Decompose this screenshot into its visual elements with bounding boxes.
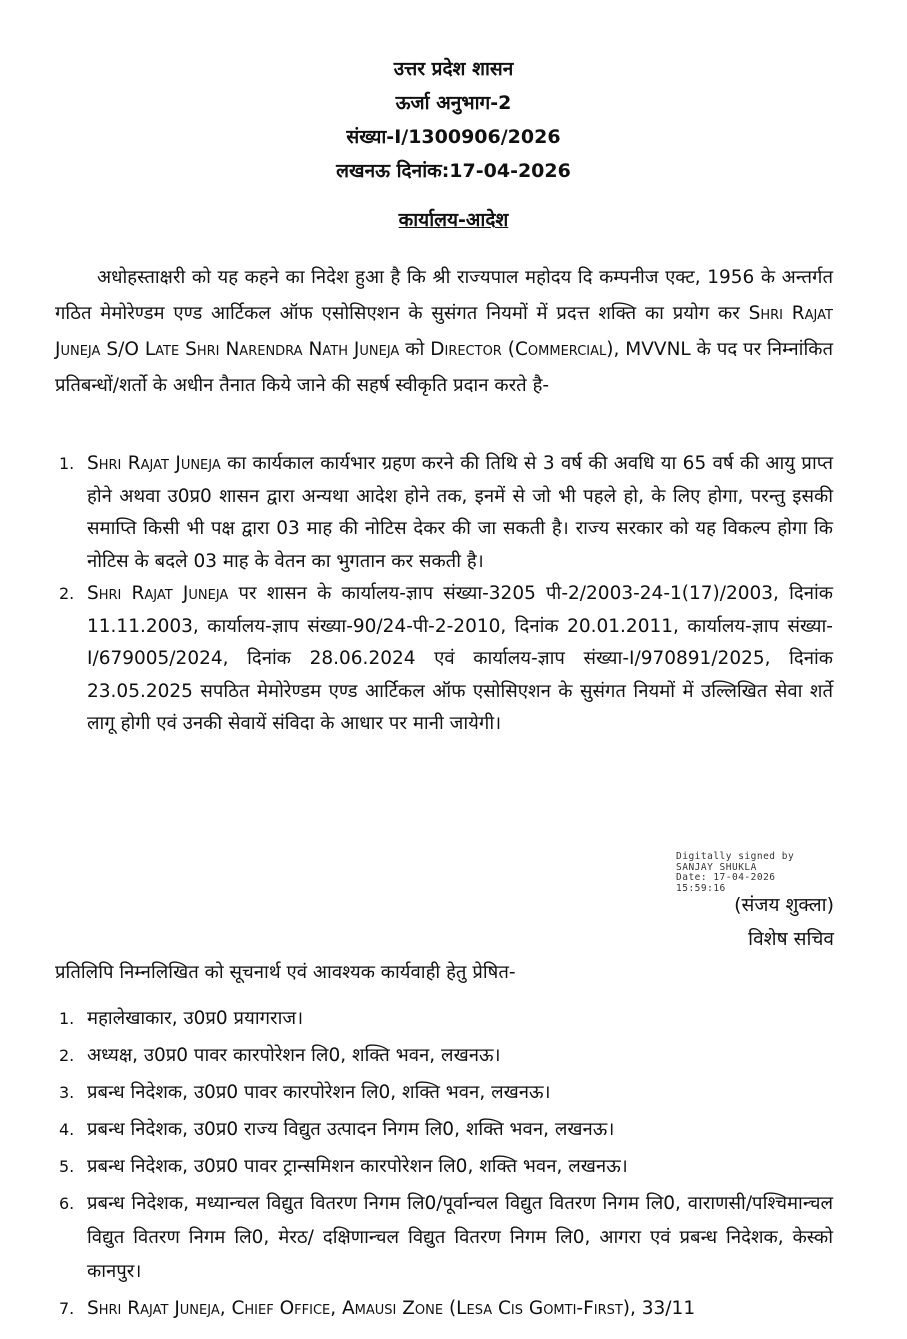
- conditions-list: [55, 448, 833, 741]
- stamp-line: Digitally signed by: [676, 851, 795, 862]
- para-text-1: अधोहस्ताक्षरी को यह कहने का निदेश हुआ है कि श्री राज्यपाल महोदय दि कम्पनीज एक्ट, 1956 के अन्तर्गत गठित मेमोरेण्डम एण्ड आर्टिकल ऑफ एसोसिएशन के सुसंगत नियमों में प्रदत्त शक्ति का प्रयोग कर: [55, 267, 833, 324]
- recipient-number: 6.: [59, 1194, 75, 1213]
- recipient-text: प्रबन्ध निदेशक, मध्यान्चल विद्युत वितरण निगम लि0/पूर्वान्चल विद्युत वितरण निगम लि0, वाराणसी/पश्चिमान्चल विद्युत वितरण निगम लि0, मेरठ/ दक्षिणान्चल विद्युत वितरण निगम लि0, आगरा एवं प्रबन्ध निदेशक, केस्को कानपुर।: [87, 1193, 833, 1282]
- recipient-item: [55, 1076, 833, 1110]
- recipient-text: प्रबन्ध निदेशक, उ0प्र0 राज्य विद्युत उत्पादन निगम लि0, शक्ति भवन, लखनऊ।: [87, 1119, 615, 1140]
- recipient-number: 4.: [59, 1120, 75, 1139]
- copy-to-intro: प्रतिलिपि निम्नलिखित को सूचनार्थ एवं आवश्यक कार्यवाही हेतु प्रेषित-: [55, 962, 516, 983]
- para-text-3: , MVVNL के पद पर निम्नांकित प्रतिबन्धों/शर्तो के अधीन तैनात किये जाने की सहर्ष स्वीकृति प्रदान करते है-: [55, 339, 834, 396]
- recipient-text: महालेखाकार, उ0प्र0 प्रयागराज।: [87, 1008, 304, 1029]
- condition-number: 2.: [59, 584, 75, 603]
- order-place-date: लखनऊ दिनांक:17-04-2026: [336, 160, 571, 182]
- recipient-text: Shri Rajat Juneja, Chief Office, Amausi Zone (Lesa Cis Gomti-First), 33/11: [87, 1298, 696, 1319]
- signatory-block: [620, 888, 834, 956]
- condition-text: का कार्यकाल कार्यभार ग्रहण करने की तिथि से 3 वर्ष की अवधि या 65 वर्ष की आयु प्राप्त होने अथवा उ0प्र0 शासन द्वारा अन्यथा आदेश होने तक, इनमें से जो भी पहले हो, के लिए होगा, परन्तु इसकी समाप्ति किसी भी पक्ष द्वारा 03 माह की नोटिस देकर की जा सकती है। राज्य सरकार को यह विकल्प होगा कि नोटिस के बदले 03 माह के वेतन का भुगतान कर सकती है।: [87, 453, 833, 572]
- condition-text: पर शासन के कार्यालय-ज्ञाप संख्या-3205 पी-2/2003-24-1(17)/2003, दिनांक 11.11.2003, कार्यालय-ज्ञाप संख्या-90/24-पी-2-2010, दिनांक 20.01.2011, कार्यालय-ज्ञाप संख्या-I/679005/2024, दिनांक 28.06.2024 एवं कार्यालय-ज्ञाप संख्या-I/970891/2025, दिनांक 23.05.2025 सपठित मेमोरेण्डम एण्ड आर्टिकल ऑफ एसोसिएशन के सुसंगत नियमों में उल्लिखित सेवा शर्ते लागू होगी एवं उनकी सेवायें संविदा के आधार पर मानी जायेगी।: [87, 583, 833, 734]
- recipient-number: 7.: [59, 1299, 75, 1318]
- signatory-designation: विशेष सचिव: [748, 928, 834, 950]
- recipient-item: [55, 1292, 833, 1326]
- recipient-text: प्रबन्ध निदेशक, उ0प्र0 पावर कारपोरेशन लि0, शक्ति भवन, लखनऊ।: [87, 1082, 551, 1103]
- signatory-name: (संजय शुक्ला): [734, 894, 834, 916]
- stamp-time: 15:59:16: [676, 882, 726, 894]
- condition-name: Shri Rajat Juneja: [87, 583, 229, 604]
- order-number: संख्या-I/1300906/2026: [346, 126, 561, 148]
- condition-item: [55, 448, 833, 578]
- para-text-2: को: [399, 339, 431, 360]
- recipient-number: 3.: [59, 1083, 75, 1102]
- government-name: उत्तर प्रदेश शासन: [393, 58, 514, 80]
- recipient-item: [55, 1113, 833, 1147]
- condition-number: 1.: [59, 454, 75, 473]
- recipient-item: [55, 1002, 833, 1036]
- recipient-item: [55, 1187, 833, 1289]
- recipient-item: [55, 1150, 833, 1184]
- department-section: ऊर्जा अनुभाग-2: [395, 92, 512, 114]
- appointee-post: Director (Commercial): [430, 339, 614, 360]
- stamp-signer: SANJAY SHUKLA: [676, 861, 757, 873]
- document-header: [0, 52, 907, 188]
- recipient-item: [55, 1039, 833, 1073]
- condition-item: [55, 578, 833, 741]
- recipient-number: 2.: [59, 1046, 75, 1065]
- recipient-text: प्रबन्ध निदेशक, उ0प्र0 पावर ट्रान्समिशन कारपोरेशन लि0, शक्ति भवन, लखनऊ।: [87, 1156, 628, 1177]
- recipient-text: अध्यक्ष, उ0प्र0 पावर कारपोरेशन लि0, शक्ति भवन, लखनऊ।: [87, 1045, 501, 1066]
- condition-name: Shri Rajat Juneja: [87, 453, 221, 474]
- appointee-name: Shri Rajat Juneja S/O Late Shri Narendra Nath Juneja: [55, 303, 833, 360]
- recipients-list: [55, 1002, 833, 1329]
- stamp-date: Date: 17-04-2026: [676, 872, 776, 883]
- order-body-paragraph: [55, 260, 833, 404]
- order-title: कार्यालय-आदेश: [398, 209, 509, 231]
- recipient-number: 1.: [59, 1009, 75, 1028]
- recipient-number: 5.: [59, 1157, 75, 1176]
